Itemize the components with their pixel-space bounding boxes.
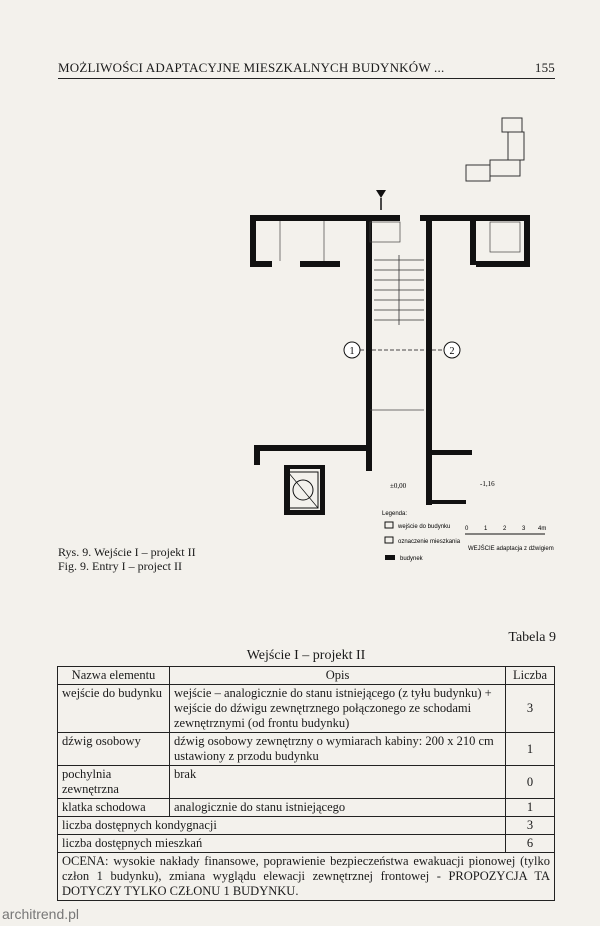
floor-plan-drawing [240, 110, 560, 580]
svg-text:0: 0 [465, 526, 469, 532]
elevator [288, 472, 318, 508]
svg-text:budynek: budynek [400, 556, 423, 562]
key-plan [466, 118, 524, 181]
caption-pl: Rys. 9. Wejście I – projekt II [58, 545, 196, 559]
table-row: wejście do budynku wejście – analogicznie do stanu istniejącego (z tyłu budynku) + wejście do dźwigu zewnętrznego połączonego ze schodami zewnętrznymi (od frontu budynku) 3 [58, 685, 555, 733]
running-header [58, 60, 555, 79]
staircase [374, 255, 424, 325]
entry-arrow-icon [376, 190, 386, 198]
table-row: dźwig osobowy dźwig osobowy zewnętrzny o wymiarach kabiny: 200 x 210 cm ustawiony z przodu budynku 1 [58, 733, 555, 766]
svg-text:wejście do budynku: wejście do budynku [398, 524, 451, 530]
summary-row: liczba dostępnych mieszkań 6 [58, 835, 555, 853]
svg-text:Legenda:: Legenda: [382, 511, 408, 517]
table-title: Wejście I – projekt II [246, 648, 366, 663]
caption-en: Fig. 9. Entry I – project II [58, 559, 182, 573]
table-header-row [58, 667, 555, 685]
floor-plan-figure [240, 110, 560, 580]
marker-2 [444, 342, 460, 358]
header-name: Nazwa elementu [58, 667, 170, 685]
svg-text:4m: 4m [538, 526, 547, 532]
data-table [57, 666, 555, 901]
table-label: Tabela 9 [508, 630, 556, 645]
level-side-label: -1,16 [480, 480, 495, 488]
interior-lines [280, 221, 520, 410]
svg-text:3: 3 [522, 526, 526, 532]
svg-text:oznaczenie mieszkania: oznaczenie mieszkania [398, 539, 461, 545]
assessment-text: OCENA: wysokie nakłady finansowe, poprawienie bezpieczeństwa ewakuacji pionowej (tylko człon 1 budynku), zmiana wyglądu elewacji zewnętrznej frontowej - PROPOZYCJA TA DOTYCZY TYLKO CZŁONU 1 BUDYNKU. [58, 853, 555, 901]
watermark: architrend.pl [2, 906, 80, 922]
header-count: Liczba [506, 667, 555, 685]
assessment-row [58, 853, 555, 901]
svg-text:2: 2 [503, 526, 507, 532]
header-desc: Opis [170, 667, 506, 685]
svg-text:1: 1 [349, 346, 355, 357]
running-title: MOŻLIWOŚCI ADAPTACYJNE MIESZKALNYCH BUDYNKÓW ... [58, 60, 445, 75]
level-top-label: ±0,00 [390, 482, 407, 490]
svg-text:2: 2 [449, 346, 455, 357]
table-row: klatka schodowa analogicznie do stanu istniejącego 1 [58, 799, 555, 817]
table-row: pochylnia zewnętrzna brak 0 [58, 766, 555, 799]
marker-1 [344, 342, 360, 358]
page-number: 155 [534, 60, 555, 75]
summary-row: liczba dostępnych kondygnacji 3 [58, 817, 555, 835]
figure-captions [58, 545, 196, 573]
legend [382, 511, 554, 562]
legend-note: WEJŚCIE adaptacja z dźwigiem [468, 546, 554, 552]
svg-text:1: 1 [484, 526, 488, 532]
